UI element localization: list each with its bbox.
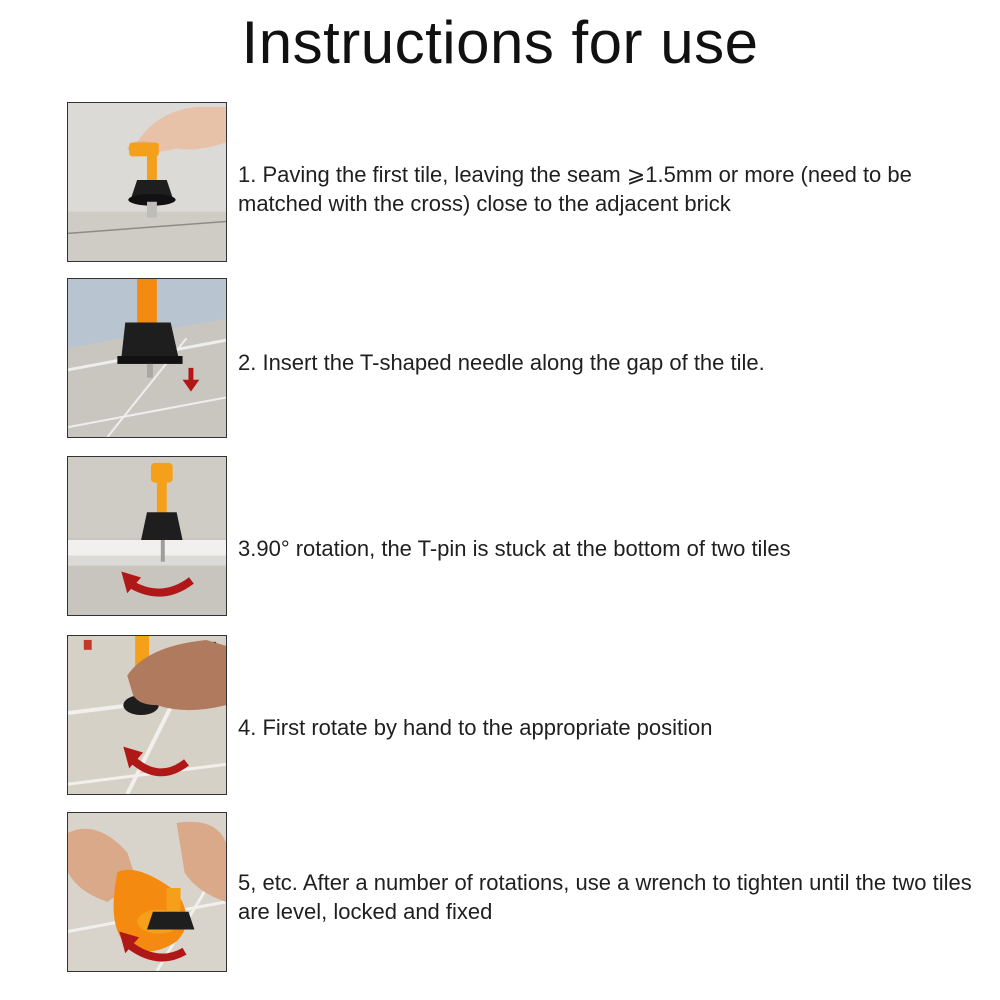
step-5 <box>0 812 1000 974</box>
step-3-text: 3.90° rotation, the T-pin is stuck at the bottom of two tiles <box>238 536 791 561</box>
step-2-photo <box>67 278 227 438</box>
step-4-photo <box>67 635 227 795</box>
step-2-text: 2. Insert the T-shaped needle along the gap of the tile. <box>238 350 765 375</box>
step-3 <box>0 456 1000 618</box>
step-2 <box>0 278 1000 440</box>
tile-leveler-photo-icon <box>68 279 226 437</box>
step-4-text: 4. First rotate by hand to the appropriate position <box>238 715 713 740</box>
step-4 <box>0 635 1000 797</box>
tile-leveler-photo-icon <box>68 103 226 261</box>
step-5-photo <box>67 812 227 972</box>
step-1-photo <box>67 102 227 262</box>
tile-leveler-photo-icon <box>68 636 226 794</box>
page-title: Instructions for use <box>241 9 759 76</box>
step-1-text: 1. Paving the first tile, leaving the seam ⩾1.5mm or more (need to be matched with the cross) close to the adjacent brick <box>238 162 912 216</box>
step-3-photo <box>67 456 227 616</box>
step-5-text: 5, etc. After a number of rotations, use a wrench to tighten until the two tiles are level, locked and fixed <box>238 870 972 924</box>
step-1 <box>0 102 1000 264</box>
tile-leveler-photo-icon <box>68 457 226 615</box>
tile-leveler-photo-icon <box>68 813 226 971</box>
